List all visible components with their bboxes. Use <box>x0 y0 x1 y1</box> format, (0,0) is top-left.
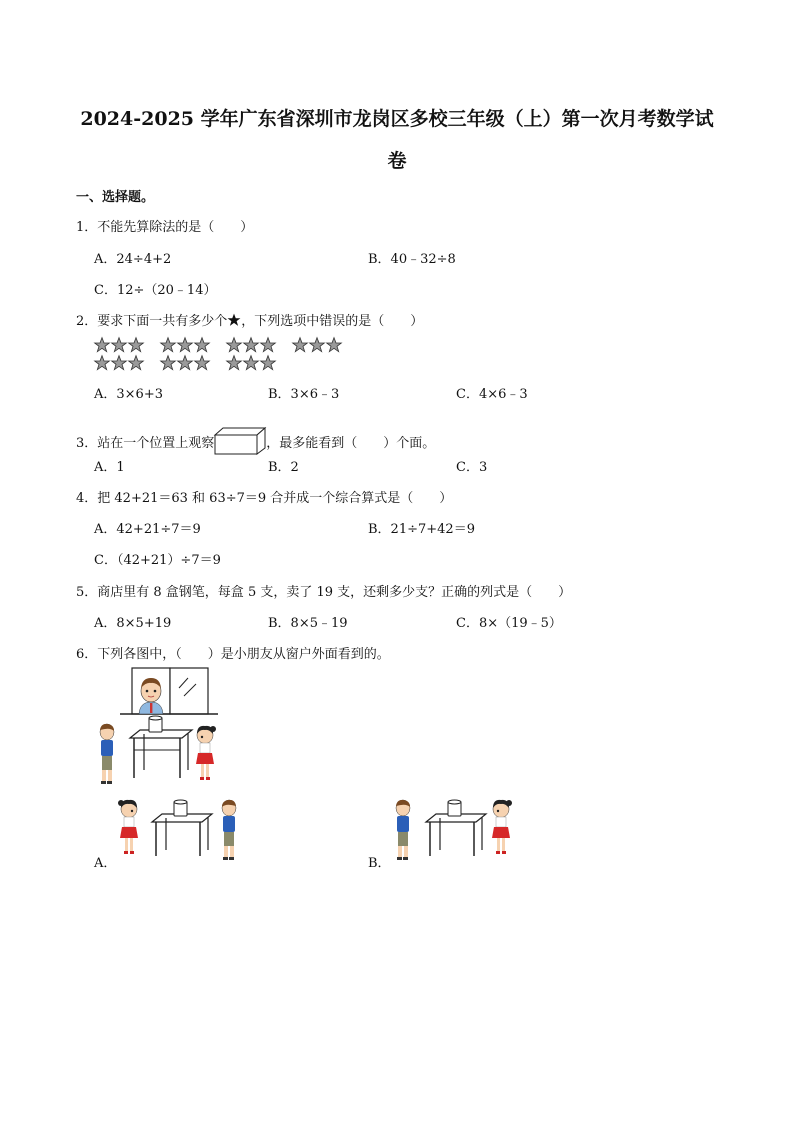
question-6-stem: 6．下列各图中，（ ）是小朋友从窗户外面看到的。 <box>76 647 390 662</box>
question-1-stem: 1．不能先算除法的是（ ） <box>76 220 254 235</box>
question-4-option-b: B．21÷7+42＝9 <box>368 522 475 537</box>
question-3-stem-before: 3．站在一个位置上观察 <box>76 436 215 451</box>
option-a-figure <box>118 796 248 864</box>
question-3-option-b: B．2 <box>268 460 299 475</box>
window-scene-figure <box>96 666 226 790</box>
star-icon <box>94 355 110 371</box>
star-icon <box>260 355 276 371</box>
question-1-option-a: A．24÷4+2 <box>94 252 172 267</box>
boy-figure-right <box>222 800 236 860</box>
question-5-option-a: A．8×5+19 <box>94 616 172 631</box>
star-icon <box>194 355 210 371</box>
page-title-continued: 卷 <box>387 150 407 172</box>
star-icon <box>326 337 342 353</box>
question-3-option-c: C．3 <box>456 460 488 475</box>
star-icon <box>292 337 308 353</box>
table-with-cup <box>152 800 212 856</box>
star-icon <box>227 313 241 327</box>
star-icon <box>177 355 193 371</box>
table-with-cup <box>130 716 192 778</box>
star-icon <box>128 355 144 371</box>
boy-in-window <box>139 678 163 714</box>
question-5-option-b: B．8×5﹣19 <box>268 616 348 631</box>
star-icon <box>177 337 193 353</box>
section-heading: 一、选择题。 <box>76 190 155 205</box>
star-icon <box>111 337 127 353</box>
option-b-figure <box>392 796 522 864</box>
question-3-stem <box>76 427 435 455</box>
star-icon <box>111 355 127 371</box>
question-2-option-a: A．3×6+3 <box>94 387 163 402</box>
girl-figure-right <box>492 800 512 854</box>
star-icon <box>94 337 110 353</box>
question-1-option-c: C．12÷（20﹣14） <box>94 283 217 298</box>
question-6-option-a: A． <box>94 856 117 871</box>
question-2-option-b: B．3×6﹣3 <box>268 387 340 402</box>
question-5-stem: 5．商店里有 8 盒钢笔，每盒 5 支，卖了 19 支，还剩多少支？正确的列式是（ ） <box>76 585 572 600</box>
cuboid-icon <box>214 427 266 455</box>
question-3-stem-after: ，最多能看到（ ）个面。 <box>266 436 436 451</box>
star-icon <box>226 355 242 371</box>
question-4-stem: 4．把 42+21＝63 和 63÷7＝9 合并成一个综合算式是（ ） <box>76 491 453 506</box>
star-icon <box>160 355 176 371</box>
star-icon <box>243 337 259 353</box>
question-3-option-a: A．1 <box>94 460 125 475</box>
star-groups-figure <box>94 337 364 373</box>
table-with-cup <box>426 800 486 856</box>
question-6-option-b: B． <box>368 856 391 871</box>
girl-figure-left <box>118 800 138 854</box>
star-icon <box>309 337 325 353</box>
question-2-option-c: C．4×6﹣3 <box>456 387 528 402</box>
question-5-option-c: C．8×（19﹣5） <box>456 616 562 631</box>
boy-figure-left <box>100 724 114 784</box>
question-2-stem-after: ，下列选项中错误的是（ ） <box>241 314 424 329</box>
page-title: 2024-2025 学年广东省深圳市龙岗区多校三年级（上）第一次月考数学试 <box>80 108 714 130</box>
question-1-option-b: B．40﹣32÷8 <box>368 252 456 267</box>
star-icon <box>160 337 176 353</box>
question-4-option-a: A．42+21÷7＝9 <box>94 522 201 537</box>
star-icon <box>128 337 144 353</box>
star-icon <box>194 337 210 353</box>
star-icon <box>260 337 276 353</box>
boy-figure-left <box>396 800 410 860</box>
star-icon <box>243 355 259 371</box>
question-2-stem <box>76 310 423 329</box>
girl-figure-right <box>196 726 216 780</box>
question-2-stem-before: 2．要求下面一共有多少个 <box>76 314 228 329</box>
question-4-option-c: C．（42+21）÷7＝9 <box>94 553 221 568</box>
star-icon <box>226 337 242 353</box>
